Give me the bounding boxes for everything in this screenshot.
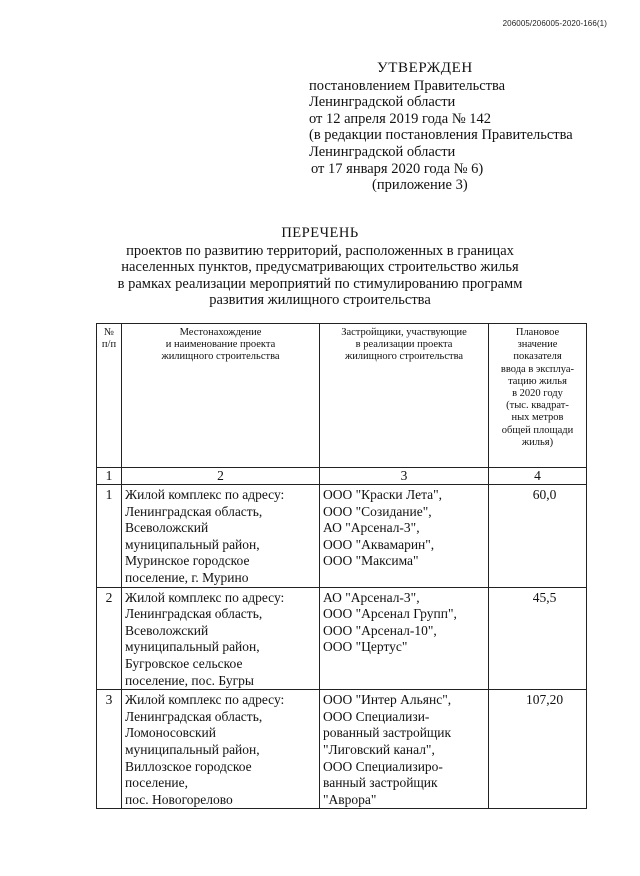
header-text: Застройщики, участвующие bbox=[341, 327, 467, 338]
header-text: Местонахождение bbox=[179, 327, 262, 338]
projects-table bbox=[96, 323, 587, 809]
location-line: поселение, г. Мурино bbox=[125, 569, 249, 585]
header-text: жилищного строительства bbox=[344, 351, 464, 363]
developer-line: ООО Специализи- bbox=[323, 708, 430, 724]
header-text: ных метров bbox=[511, 412, 564, 424]
location-line: Ленинградская область, bbox=[125, 503, 263, 519]
table-header-row bbox=[97, 324, 587, 468]
location-line: пос. Новогорелово bbox=[125, 791, 233, 807]
value-cell bbox=[489, 690, 587, 809]
developer-line: ООО "Цертус" bbox=[323, 639, 408, 655]
planned-value: 45,5 bbox=[532, 589, 557, 605]
planned-value: 107,20 bbox=[525, 692, 564, 708]
location-line: Бугровское сельское bbox=[125, 655, 243, 671]
location-line: Всеволожский bbox=[125, 622, 209, 638]
location-line: Всеволожский bbox=[125, 520, 209, 536]
location-line: муниципальный район, bbox=[125, 536, 260, 552]
location-line: поселение, пос. Бугры bbox=[125, 672, 254, 688]
header-cell-location bbox=[122, 324, 320, 468]
location-cell bbox=[122, 485, 320, 588]
title-line: проектов по развитию территорий, расположенных в границах bbox=[126, 242, 514, 259]
location-cell bbox=[122, 587, 320, 690]
developer-line: "Лиговский канал", bbox=[323, 741, 435, 757]
row-number: 2 bbox=[97, 587, 122, 690]
developers-cell bbox=[320, 690, 489, 809]
location-cell bbox=[122, 690, 320, 809]
column-number: 4 bbox=[489, 468, 587, 485]
title-line: в рамках реализации мероприятий по стимулированию программ bbox=[117, 275, 523, 292]
approval-block bbox=[309, 60, 609, 194]
location-line: Ленинградская область, bbox=[125, 708, 263, 724]
value-cell bbox=[489, 485, 587, 588]
location-line: Жилой комплекс по адресу: bbox=[125, 487, 285, 502]
location-line: Жилой комплекс по адресу: bbox=[125, 692, 285, 708]
header-text: жилищного строительства bbox=[161, 351, 280, 363]
column-number: 3 bbox=[320, 468, 489, 485]
header-cell-value bbox=[489, 324, 587, 468]
header-text: в 2020 году bbox=[512, 388, 563, 400]
planned-value: 60,0 bbox=[532, 487, 557, 502]
title-main: ПЕРЕЧЕНЬ bbox=[281, 225, 359, 241]
header-text: (тыс. квадрат- bbox=[506, 400, 569, 412]
developer-line: ООО "Интер Альянс", bbox=[323, 692, 452, 708]
developer-line: ООО "Максима" bbox=[323, 553, 419, 569]
header-text: в реализации проекта bbox=[355, 339, 453, 351]
developer-line: рованный застройщик bbox=[323, 725, 452, 741]
header-cell-no bbox=[97, 324, 122, 468]
column-number: 1 bbox=[97, 468, 122, 485]
developer-line: "Аврора" bbox=[323, 791, 377, 807]
approval-line: Ленинградской области bbox=[309, 143, 456, 160]
location-line: Ломоносовский bbox=[125, 725, 216, 741]
title-line: населенных пунктов, предусматривающих строительство жилья bbox=[121, 259, 519, 276]
developer-line: АО "Арсенал-3", bbox=[323, 520, 420, 536]
value-cell bbox=[489, 587, 587, 690]
developer-line: ООО "Аквамарин", bbox=[323, 536, 435, 552]
location-line: муниципальный район, bbox=[125, 741, 260, 757]
header-text: значение bbox=[517, 339, 558, 351]
header-text: ввода в эксплуа- bbox=[500, 363, 575, 375]
developer-line: ООО "Арсенал-10", bbox=[323, 622, 437, 638]
header-cell-developers bbox=[320, 324, 489, 468]
title-line: развития жилищного строительства bbox=[209, 292, 431, 309]
header-text: и наименование проекта bbox=[165, 339, 276, 351]
approval-line: Ленинградской области bbox=[309, 94, 456, 111]
header-text: тацию жилья bbox=[508, 375, 567, 387]
row-number: 1 bbox=[97, 485, 122, 588]
developer-line: ванный застройщик bbox=[323, 775, 438, 791]
location-line: Жилой комплекс по адресу: bbox=[125, 589, 285, 605]
table-row bbox=[97, 690, 587, 809]
header-text: № bbox=[103, 327, 115, 338]
developer-line: ООО Специализиро- bbox=[323, 758, 443, 774]
approval-annex: (приложение 3) bbox=[372, 177, 468, 194]
table-row bbox=[97, 485, 587, 588]
row-number: 3 bbox=[97, 690, 122, 809]
location-line: Ленинградская область, bbox=[125, 606, 263, 622]
approval-line: (в редакции постановления Правительства bbox=[309, 127, 573, 144]
document-id: 206005/206005-2020-166(1) bbox=[502, 19, 607, 28]
location-line: Виллозское городское bbox=[125, 758, 252, 774]
developer-line: ООО "Арсенал Групп", bbox=[323, 606, 457, 622]
approval-line: постановлением Правительства bbox=[309, 77, 506, 94]
table-row bbox=[97, 587, 587, 690]
approval-line: от 17 января 2020 года № 6) bbox=[311, 160, 484, 177]
header-text: общей площади bbox=[501, 424, 574, 436]
developer-line: ООО "Краски Лета", bbox=[323, 487, 443, 502]
location-line: Муринское городское bbox=[125, 553, 250, 569]
location-line: поселение, bbox=[125, 775, 189, 791]
column-number-row bbox=[97, 468, 587, 485]
column-number: 2 bbox=[122, 468, 320, 485]
location-line: муниципальный район, bbox=[125, 639, 260, 655]
header-text: Плановое bbox=[515, 327, 560, 338]
developer-line: ООО "Созидание", bbox=[323, 503, 432, 519]
developers-cell bbox=[320, 485, 489, 588]
header-text: п/п bbox=[101, 339, 117, 351]
approval-line: от 12 апреля 2019 года № 142 bbox=[309, 110, 492, 127]
approval-heading: УТВЕРЖДЕН bbox=[377, 60, 473, 76]
header-text: жилья) bbox=[521, 436, 554, 448]
developers-cell bbox=[320, 587, 489, 690]
developer-line: АО "Арсенал-3", bbox=[323, 589, 420, 605]
document-title bbox=[80, 225, 560, 309]
header-text: показателя bbox=[513, 351, 562, 363]
